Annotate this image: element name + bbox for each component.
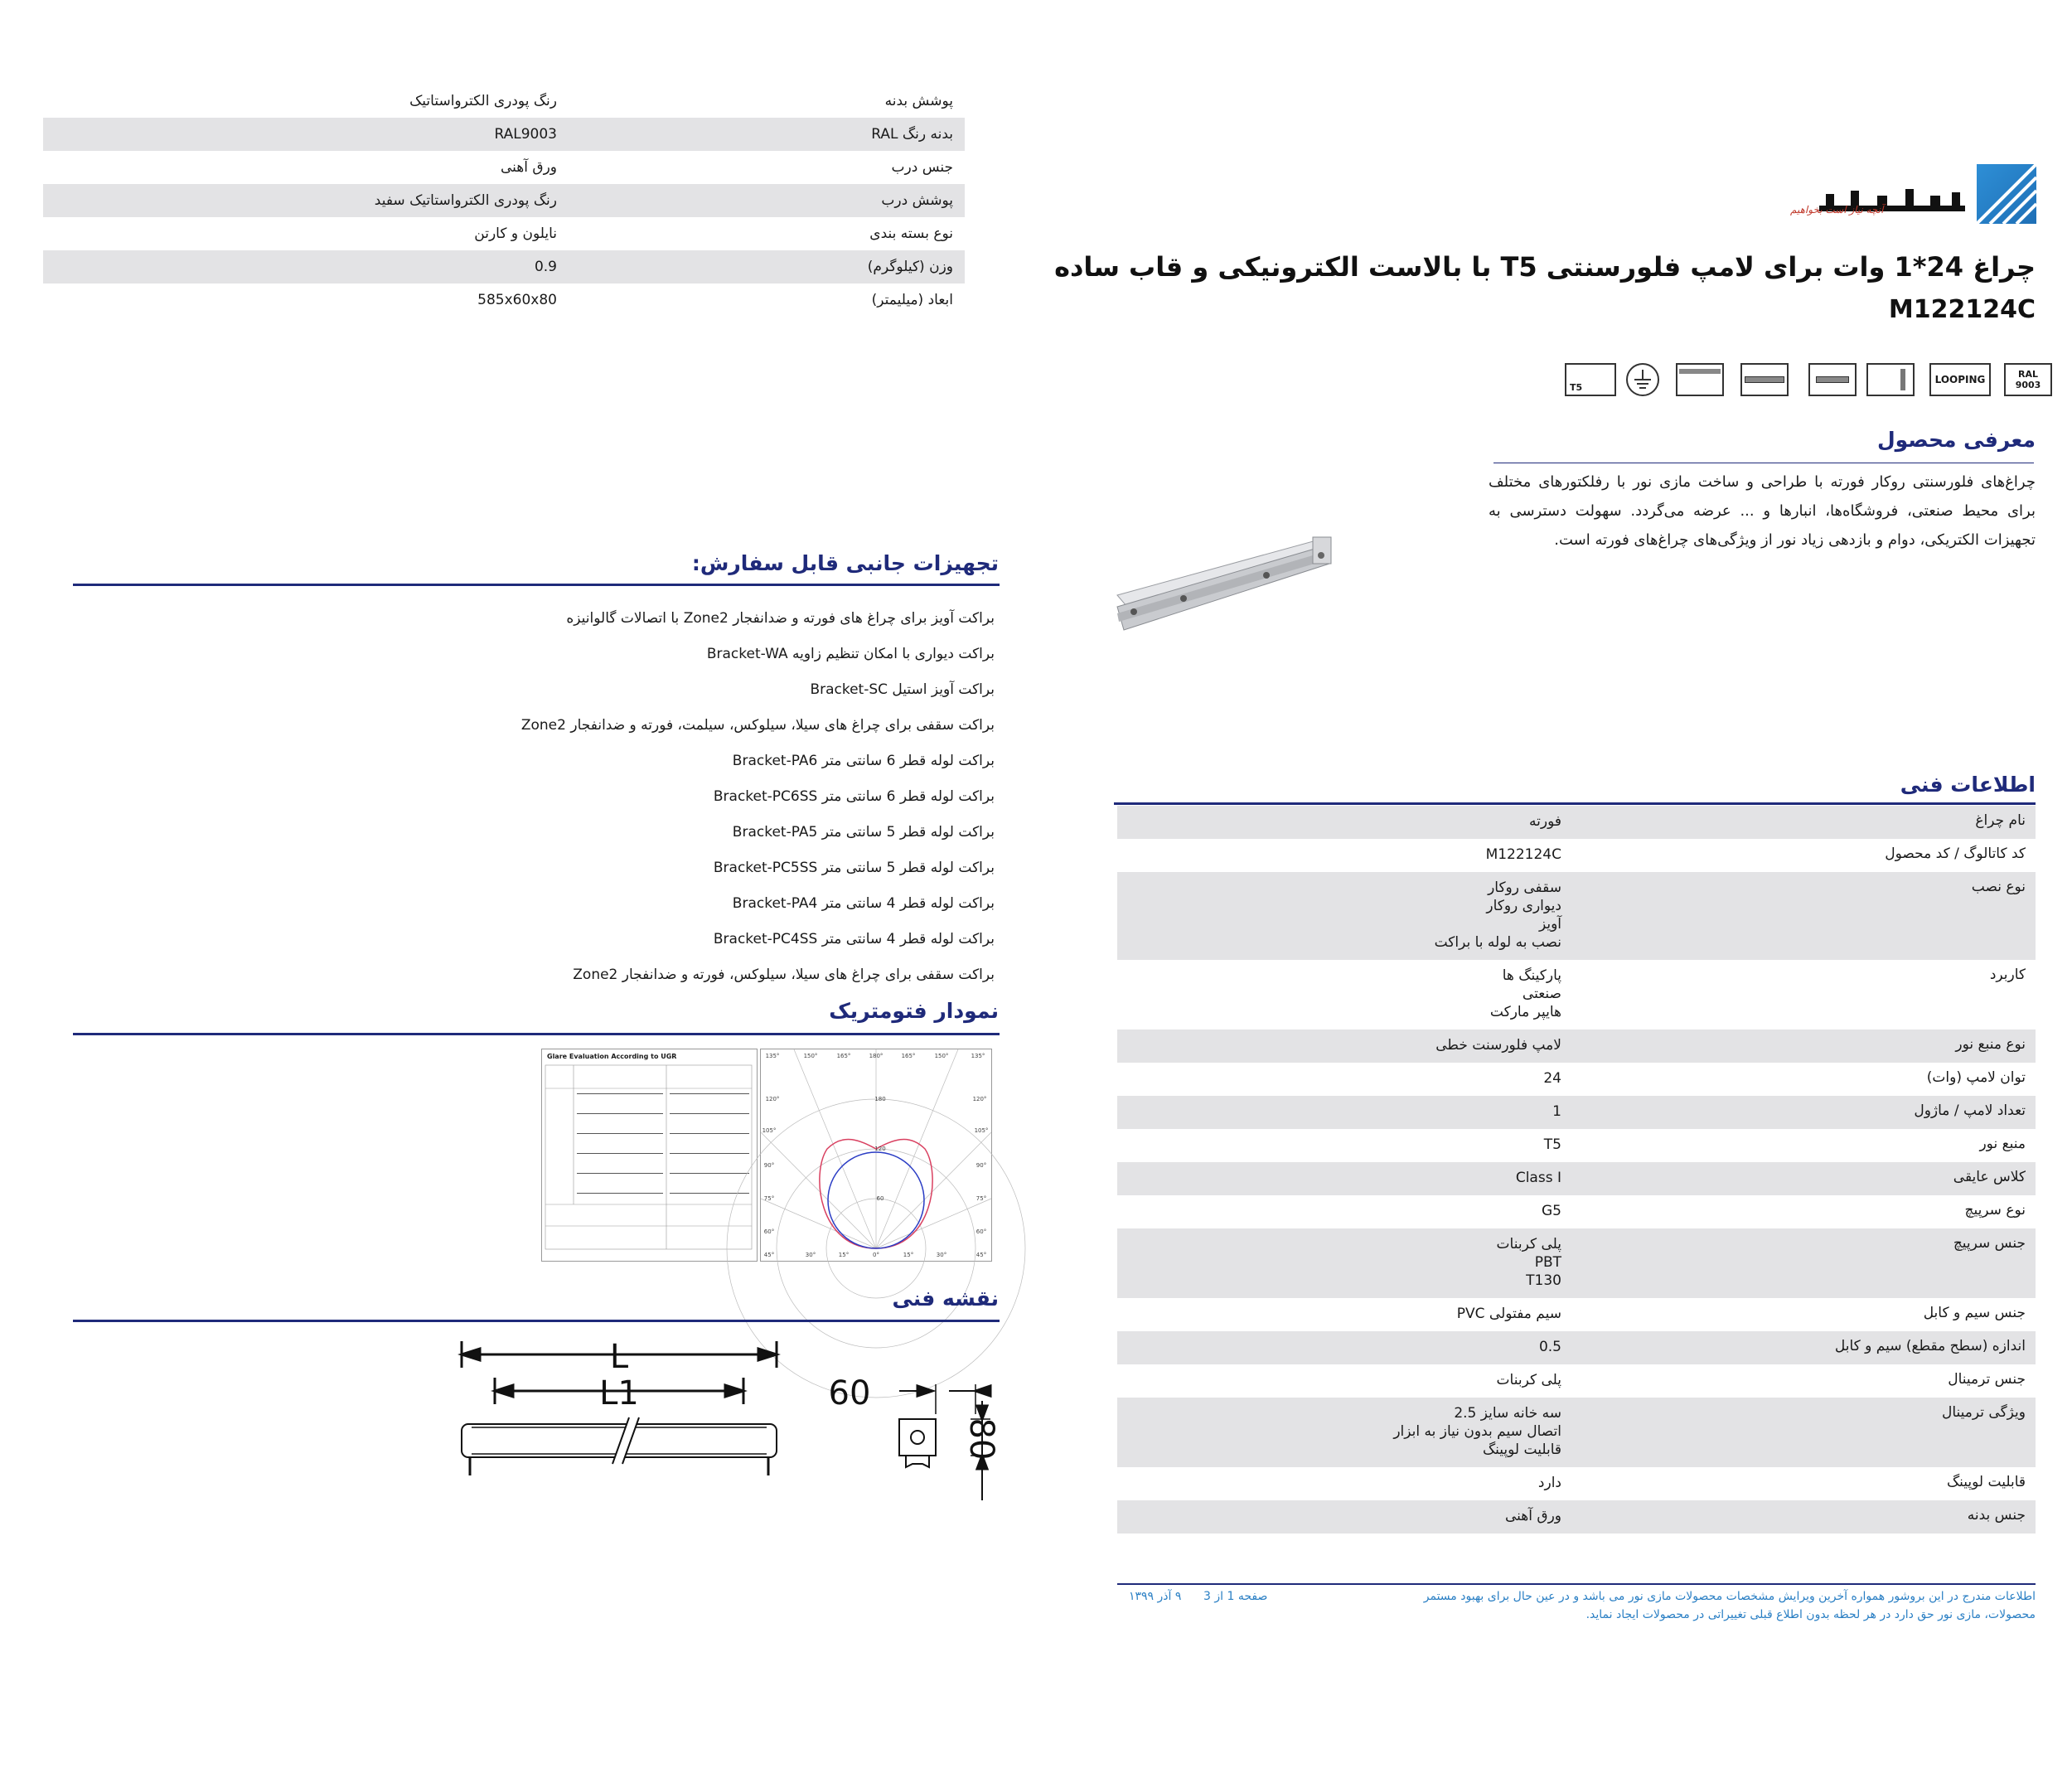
accessory-item: براکت لوله قطر 5 سانتی متر Bracket-PA5: [732, 824, 995, 841]
accessory-item: براکت لوله قطر 4 سانتی متر Bracket-PA4: [732, 895, 995, 912]
tech-row: [1117, 1162, 2036, 1195]
tech-value-line: پارکینگ ها: [1502, 967, 1561, 984]
tech-row: [1117, 1030, 2036, 1063]
material-spec-table: [43, 85, 965, 317]
earth-icon: [1626, 363, 1659, 396]
accessory-item: براکت لوله قطر 5 سانتی متر Bracket-PC5SS: [713, 860, 995, 876]
surface-icon: [1866, 363, 1915, 396]
tech-key: کد کاتالوگ / کد محصول: [1885, 845, 2026, 862]
polar-label: 90°: [763, 1162, 775, 1169]
tech-value-line: قابلیت لوپینگ: [1482, 1441, 1561, 1458]
accessory-item: براکت آویز استیل Bracket-SC: [810, 681, 995, 698]
polar-label: 150°: [934, 1053, 949, 1059]
tech-value: [1117, 1129, 1561, 1162]
spec-row: [43, 217, 965, 250]
polar-label: 135°: [765, 1053, 780, 1059]
spec-value: رنگ پودری الکترواستاتیک سفید: [374, 192, 557, 209]
tech-value-line: PBT: [1534, 1254, 1561, 1271]
polar-label: 90°: [975, 1162, 987, 1169]
accessory-item: براکت سقفی برای چراغ های سیلا، سیلوکس، فورته و ضدانفجار Zone2: [573, 967, 995, 983]
drawing-rule: [73, 1320, 1000, 1322]
logo-stripes-icon: [1977, 164, 2036, 224]
intro-text: چراغ‌های فلورسنتی روکار فورته با طراحی و ساخت مازی نور با رفلکتورهای مختلف برای محیط صنعتی، فروشگاه‌ها، انبارها و ... عرضه می‌گردد. سهولت دسترسی به تجهیزات الکتریکی، دوام و بازدهی زیاد نور از ویژگی‌های چراغ‌های فورته است.: [1489, 473, 2036, 549]
looping-icon-label: LOOPING: [1934, 374, 1986, 385]
ral-icon: [2004, 363, 2052, 396]
tech-value-line: صنعتی: [1522, 986, 1561, 1002]
tech-value: [1117, 1298, 1561, 1331]
footer-page: صفحه 1 از 3: [1203, 1590, 1268, 1603]
tech-key: جنس بدنه: [1967, 1507, 2026, 1524]
accessory-item: براکت دیواری با امکان تنظیم زاویه Bracket-WA: [706, 646, 995, 662]
polar-diagram: [760, 1049, 992, 1262]
footer-date: ۹ آذر ۱۳۹۹: [1129, 1590, 1182, 1603]
tech-key: جنس ترمینال: [1948, 1371, 2026, 1388]
polar-svg: [761, 1049, 991, 1261]
tech-value-line: پلی کربنات: [1496, 1236, 1561, 1252]
tech-key: نوع سرپیچ: [1964, 1202, 2026, 1219]
spec-key: بدنه رنگ RAL: [871, 126, 953, 143]
tech-key: اندازه (سطح مقطع) سیم و کابل: [1834, 1338, 2026, 1354]
polar-label: 30°: [805, 1252, 816, 1258]
polar-label: 60°: [975, 1228, 987, 1235]
product-photo: [1117, 531, 1333, 638]
accessories-rule: [73, 584, 1000, 586]
product-code: M122124C: [1888, 295, 2036, 324]
footer-note-1: اطلاعات مندرج در این بروشور همواره آخرین ویرایش مشخصات محصولات مازی نور می باشد و در عین حال برای بهبود مستمر: [1423, 1590, 2036, 1603]
accessory-item: براکت لوله قطر 4 سانتی متر Bracket-PC4SS: [713, 931, 995, 947]
tech-value: [1117, 1096, 1561, 1129]
polar-tick: 180: [874, 1096, 886, 1102]
tech-key: جنس سیم و کابل: [1923, 1305, 2026, 1321]
looping-icon: [1929, 363, 1991, 396]
polar-label: 15°: [903, 1252, 914, 1258]
tech-row: [1117, 1364, 2036, 1398]
tech-value-line: Class I: [1515, 1170, 1561, 1186]
polar-label: 0°: [873, 1252, 879, 1258]
polar-tick: 120: [874, 1146, 886, 1152]
tech-value: [1117, 1331, 1561, 1364]
spec-row: [43, 184, 965, 217]
tech-value-line: آویز: [1538, 916, 1561, 933]
accessories-list: [166, 601, 995, 993]
spec-value: RAL9003: [494, 126, 557, 143]
polar-label: 150°: [803, 1053, 818, 1059]
spec-key: وزن (کیلوگرم): [867, 259, 953, 275]
tech-value: [1117, 1398, 1561, 1467]
tech-value-line: دارد: [1537, 1475, 1561, 1491]
tech-value-line: سقفی روکار: [1488, 879, 1561, 896]
tech-value-line: پلی کربنات: [1496, 1372, 1561, 1388]
tech-value-line: 1: [1552, 1103, 1561, 1120]
polar-label: 45°: [975, 1252, 987, 1258]
page-title: چراغ 24*1 وات برای لامپ فلورسنتی T5 با بالاست الکترونیکی و قاب ساده: [1054, 251, 2036, 283]
tech-row: [1117, 1096, 2036, 1129]
tech-value: [1117, 839, 1561, 872]
spec-value: 0.9: [534, 259, 557, 275]
polar-label: 120°: [765, 1096, 780, 1102]
tech-value: [1117, 1195, 1561, 1228]
tech-value-line: G5: [1542, 1203, 1561, 1219]
tech-value-line: دیواری روکار: [1486, 898, 1561, 914]
tech-key: نوع نصب: [1971, 879, 2026, 895]
tech-value-line: هایپر مارکت: [1489, 1004, 1561, 1020]
spec-row: [43, 151, 965, 184]
spec-key: پوشش درب: [881, 192, 953, 209]
polar-label: 105°: [762, 1127, 777, 1134]
ugr-table: [541, 1049, 758, 1262]
tech-row: [1117, 872, 2036, 960]
tech-spec-table: [1117, 806, 2036, 1533]
tech-key: نام چراغ: [1975, 812, 2026, 829]
spec-row: [43, 283, 965, 317]
spec-value: رنگ پودری الکترواستاتیک: [409, 93, 557, 109]
spec-key: جنس درب: [891, 159, 953, 176]
tech-value: [1117, 1030, 1561, 1063]
ugr-title: Glare Evaluation According to UGR: [547, 1053, 677, 1060]
polar-label: 45°: [763, 1252, 775, 1258]
tech-key: ویژگی ترمینال: [1942, 1404, 2026, 1421]
tech-rule: [1114, 802, 2036, 805]
dim-L1: L1: [599, 1374, 639, 1412]
brand-logo-mark: [1977, 164, 2036, 224]
spec-row: [43, 118, 965, 151]
earth-symbol: [1628, 365, 1658, 395]
tech-key: نوع منبع نور: [1955, 1036, 2026, 1053]
polar-label: 15°: [838, 1252, 850, 1258]
tech-key: قابلیت لوپینگ: [1946, 1474, 2026, 1490]
ral-icon-label: RAL 9003: [2015, 369, 2041, 390]
tech-value: [1117, 1364, 1561, 1398]
ceiling-icon: [1676, 363, 1724, 396]
tech-value: [1117, 872, 1561, 960]
accessory-item: براکت آویز برای چراغ های فورته و ضدانفجار Zone2 با اتصالات گالوانیزه: [566, 610, 995, 627]
tech-value-line: فورته: [1529, 813, 1561, 830]
tech-value: [1117, 1500, 1561, 1533]
spec-value: 585x60x80: [477, 292, 557, 308]
tech-value-line: T5: [1543, 1136, 1561, 1153]
tech-row: [1117, 1500, 2036, 1533]
tech-row: [1117, 1331, 2036, 1364]
t5-icon-label: T5: [1570, 382, 1583, 393]
tech-row: [1117, 806, 2036, 839]
tech-value: [1117, 960, 1561, 1030]
tech-value-line: T130: [1526, 1272, 1561, 1289]
tech-row: [1117, 1298, 2036, 1331]
spec-row: [43, 85, 965, 118]
tech-value: [1117, 1162, 1561, 1195]
tech-value: [1117, 806, 1561, 839]
polar-label: 165°: [901, 1053, 916, 1059]
tech-key: کلاس عایقی: [1953, 1169, 2026, 1185]
footer-rule: [1117, 1583, 2036, 1585]
polar-tick: 60: [876, 1195, 884, 1202]
tech-row: [1117, 1467, 2036, 1500]
photometric-rule: [73, 1033, 1000, 1035]
polar-label: 120°: [972, 1096, 987, 1102]
accessory-item: براکت سقفی برای چراغ های سیلا، سیلوکس، سیلمت، فورته و ضدانفجار Zone2: [520, 717, 995, 734]
footer-note-2: محصولات، مازی نور حق دارد در هر لحظه بدون اطلاع قبلی تغییراتی در محصولات ایجاد نماید.: [1585, 1608, 2036, 1621]
dim-width: 60: [828, 1374, 871, 1412]
tech-row: [1117, 960, 2036, 1030]
tech-row: [1117, 839, 2036, 872]
accessory-item: براکت لوله قطر 6 سانتی متر Bracket-PC6SS: [713, 788, 995, 805]
tech-title: اطلاعات فنی: [1900, 773, 2036, 797]
polar-label: 105°: [974, 1127, 989, 1134]
brand-tagline: آنچه نیاز است بخواهیم: [1790, 204, 1884, 216]
polar-label: 165°: [836, 1053, 851, 1059]
tech-value-line: 24: [1543, 1070, 1561, 1087]
tech-value-line: لامپ فلورسنت خطی: [1435, 1037, 1561, 1054]
tech-key: منبع نور: [1979, 1136, 2026, 1152]
polar-label: 180°: [869, 1053, 884, 1059]
drawing-title: نقشه فنی: [892, 1286, 999, 1311]
polar-label: 60°: [763, 1228, 775, 1235]
tech-key: کاربرد: [1989, 967, 2026, 983]
accessory-item: براکت لوله قطر 6 سانتی متر Bracket-PA6: [732, 753, 995, 769]
ugr-grid: [542, 1064, 755, 1254]
pendant-icon: [1808, 363, 1857, 396]
tech-value-line: سیم مفتولی PVC: [1456, 1306, 1561, 1322]
photometric-title: نمودار فتومتریک: [829, 999, 999, 1023]
t5-lamp-icon: [1565, 363, 1616, 396]
polar-label: 30°: [936, 1252, 947, 1258]
tech-row: [1117, 1195, 2036, 1228]
tech-value-line: نصب به لوله با براکت: [1434, 934, 1561, 951]
intro-title: معرفی محصول: [1876, 428, 2036, 452]
wall-icon: [1740, 363, 1789, 396]
spec-value: ورق آهنی: [501, 159, 557, 176]
tech-row: [1117, 1398, 2036, 1467]
tech-value: [1117, 1467, 1561, 1500]
spec-value: نایلون و کارتن: [474, 225, 557, 242]
tech-row: [1117, 1129, 2036, 1162]
tech-value-line: سه خانه سایز 2.5: [1454, 1405, 1561, 1422]
dim-height: 80: [962, 1417, 1000, 1461]
polar-label: 75°: [975, 1195, 987, 1202]
spec-row: [43, 250, 965, 283]
tech-row: [1117, 1063, 2036, 1096]
tech-value-line: ورق آهنی: [1505, 1508, 1561, 1524]
spec-key: پوشش بدنه: [884, 93, 953, 109]
technical-drawing: [452, 1335, 1000, 1517]
tech-key: توان لامپ (وات): [1926, 1069, 2026, 1086]
spec-key: ابعاد (میلیمتر): [871, 292, 953, 308]
accessories-title: تجهیزات جانبی قابل سفارش:: [691, 551, 999, 575]
tech-key: تعداد لامپ / ماژول: [1914, 1102, 2026, 1119]
polar-label: 75°: [763, 1195, 775, 1202]
tech-value-line: M122124C: [1485, 846, 1561, 863]
dim-L: L: [609, 1338, 629, 1376]
tech-value-line: اتصال سیم بدون نیاز به ابزار: [1393, 1423, 1561, 1440]
tech-value-line: 0.5: [1538, 1339, 1561, 1355]
polar-label: 135°: [971, 1053, 985, 1059]
tech-value: [1117, 1063, 1561, 1096]
spec-key: نوع بسته بندی: [869, 225, 953, 242]
tech-value: [1117, 1228, 1561, 1298]
tech-key: جنس سرپیچ: [1953, 1235, 2026, 1252]
tech-row: [1117, 1228, 2036, 1298]
